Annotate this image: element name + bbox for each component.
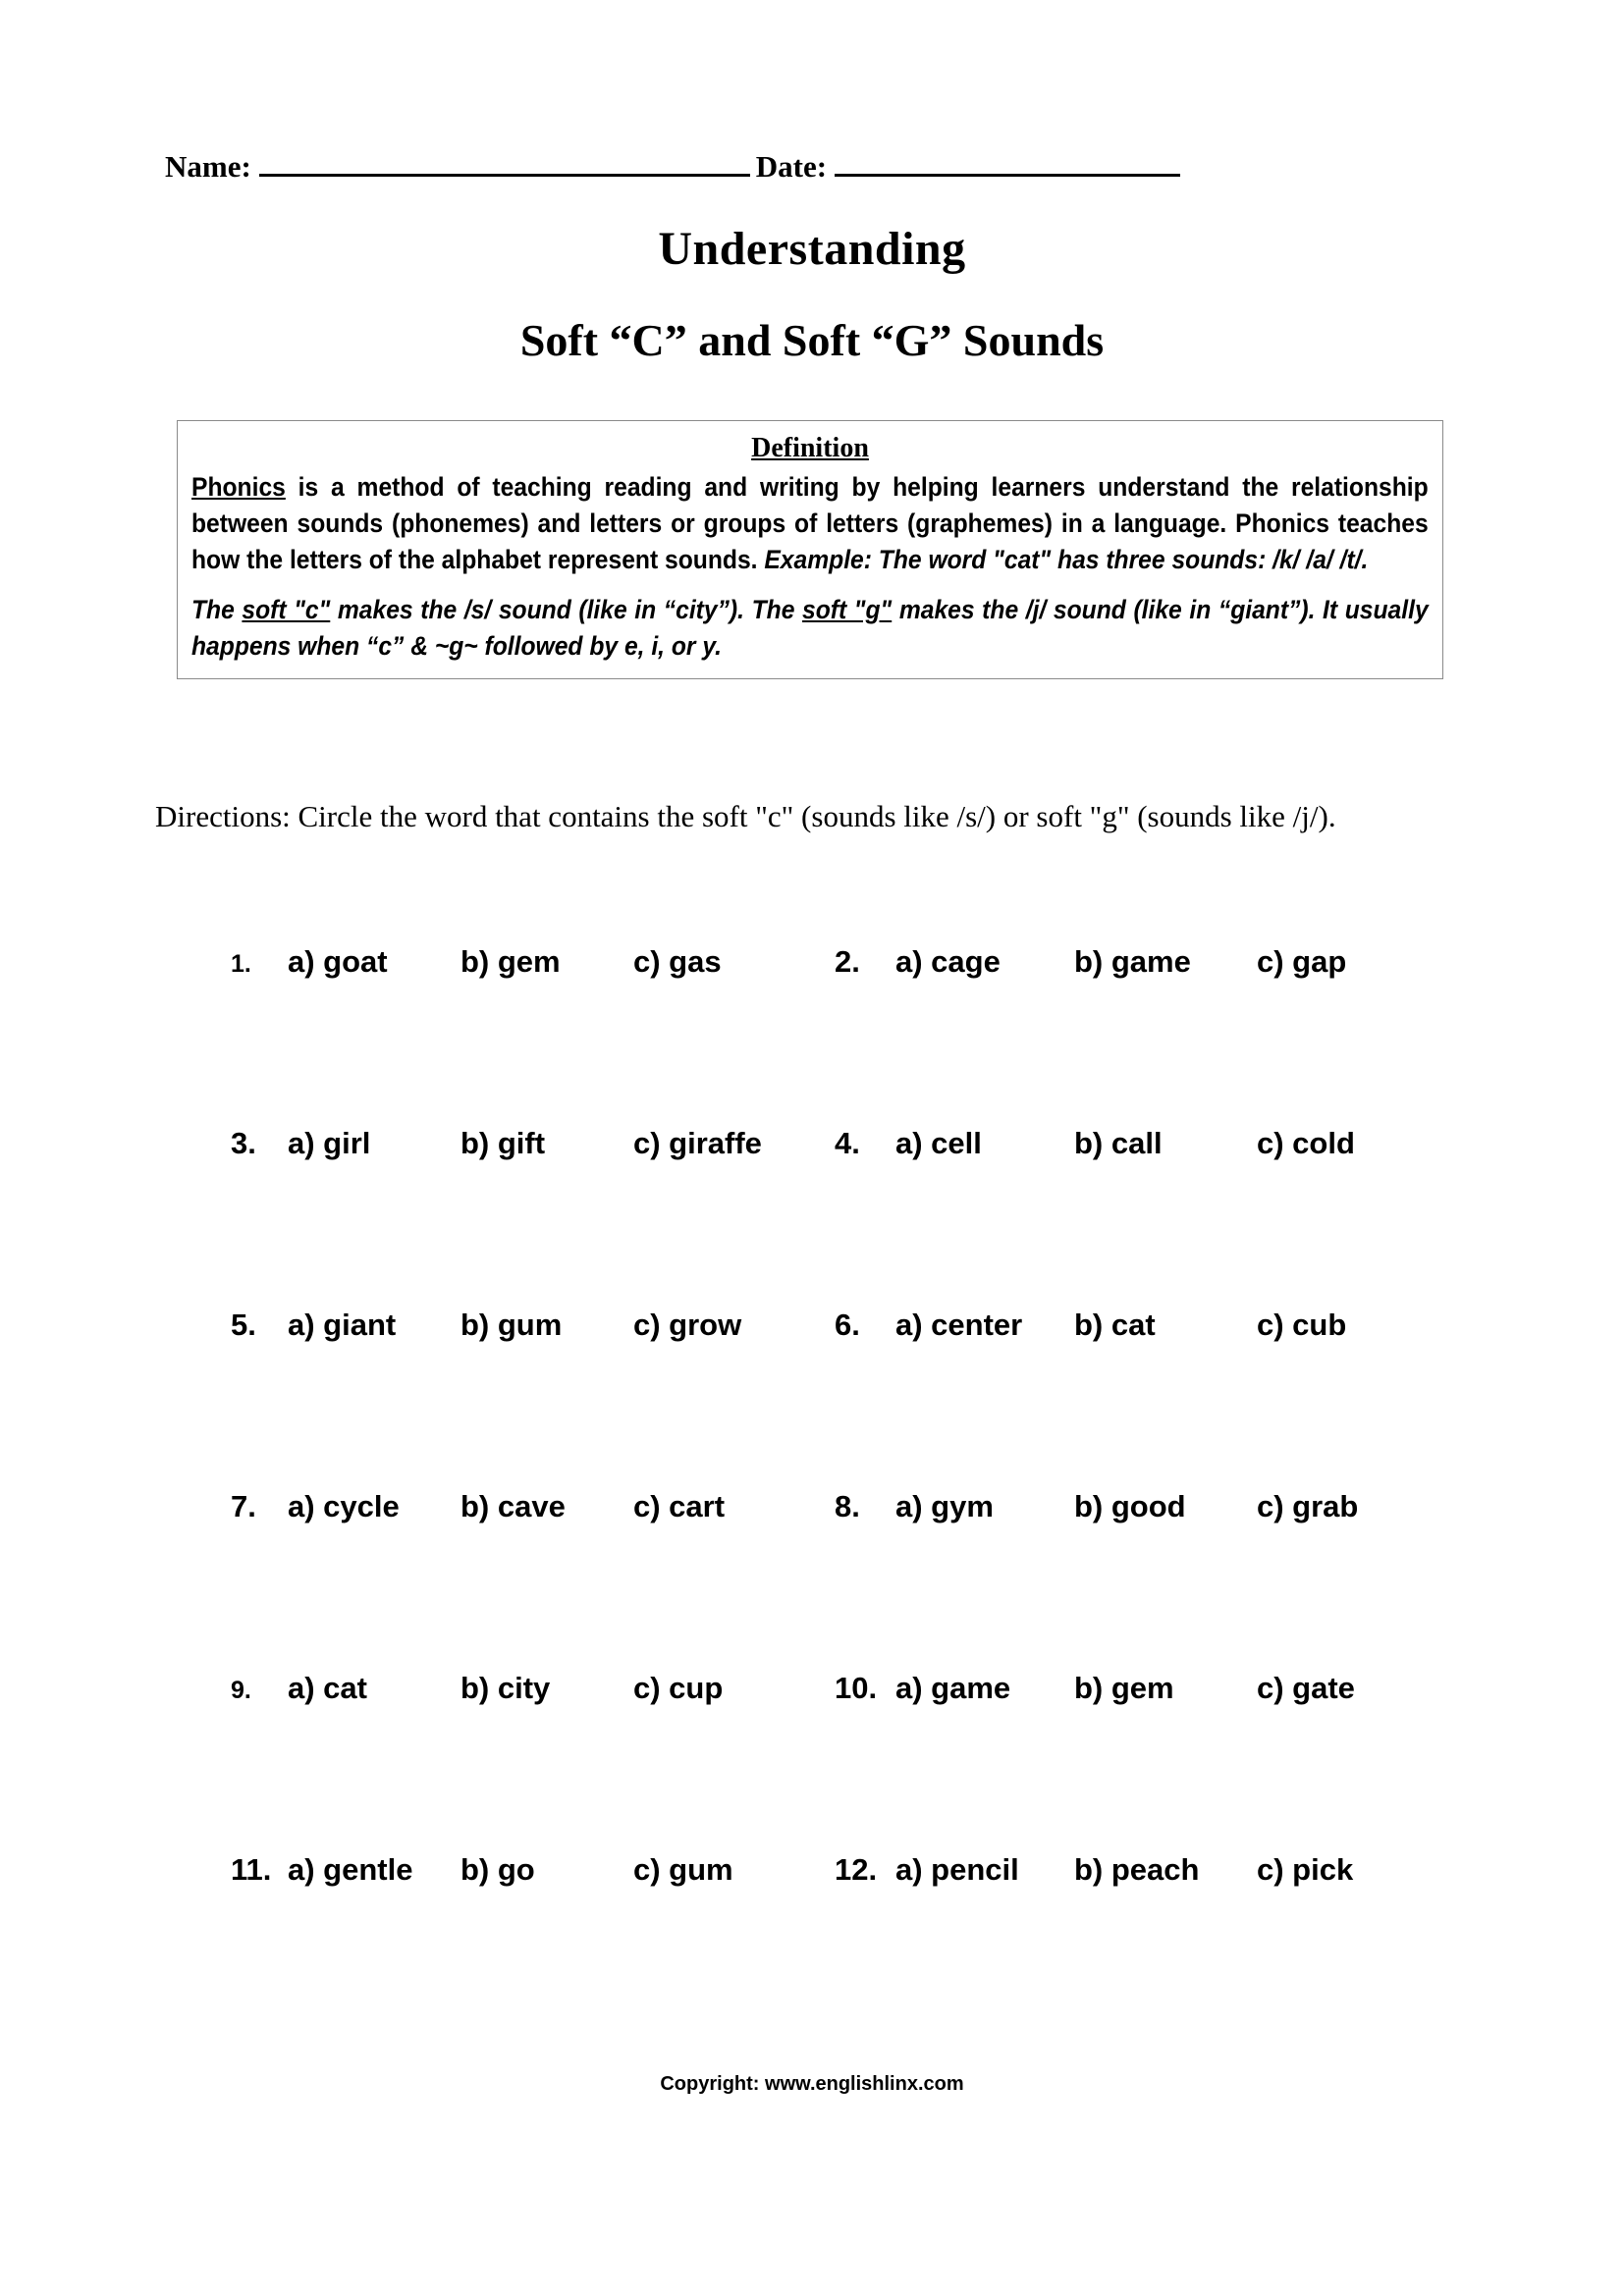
question-item-2: [835, 944, 1438, 980]
question-number: 12.: [835, 1852, 878, 1887]
question-row: [231, 1308, 1438, 1489]
option-a[interactable]: a) cage: [895, 944, 1001, 979]
option-b[interactable]: b) cat: [1074, 1308, 1156, 1342]
question-number: 10.: [835, 1671, 878, 1705]
option-c[interactable]: c) grab: [1257, 1489, 1359, 1523]
question-row: [231, 1126, 1438, 1308]
page-subtitle: Soft “C” and Soft “G” Sounds: [519, 315, 1105, 365]
option-b[interactable]: b) gift: [460, 1126, 546, 1160]
rule-text-1: The: [191, 595, 243, 625]
option-a[interactable]: a) giant: [288, 1308, 397, 1342]
question-row: [231, 1852, 1438, 2034]
question-list: [231, 944, 1438, 2034]
option-c[interactable]: c) pick: [1257, 1852, 1354, 1887]
option-a[interactable]: a) center: [895, 1308, 1023, 1342]
question-item-9: [231, 1671, 835, 1706]
option-c[interactable]: c) cub: [1257, 1308, 1347, 1342]
soft-sounds-rule: [191, 592, 1429, 665]
question-item-11: [231, 1852, 835, 1888]
option-c[interactable]: c) cold: [1257, 1126, 1355, 1160]
option-a[interactable]: a) cycle: [288, 1489, 400, 1523]
date-label: Date:: [755, 149, 828, 184]
option-b[interactable]: b) gum: [460, 1308, 563, 1342]
option-c[interactable]: c) grow: [633, 1308, 742, 1342]
question-row: [231, 944, 1438, 1126]
definition-example: Example: The word "cat" has three sounds: /k/ /a/ /t/.: [764, 545, 1369, 575]
option-c[interactable]: c) cup: [633, 1671, 724, 1705]
option-c[interactable]: c) gum: [633, 1852, 733, 1887]
name-label: Name:: [165, 149, 251, 184]
option-a[interactable]: a) cell: [895, 1126, 982, 1160]
question-item-10: [835, 1671, 1438, 1706]
definition-body-text: is a method of teaching reading and writing by helping learners understand the relationship between sounds (phonemes) and letters or groups of letters (graphemes) in a language. Phonics teaches how the letters of the alphabet represent sounds.: [191, 472, 1429, 575]
name-input-line[interactable]: [259, 174, 750, 177]
question-number: 6.: [835, 1308, 860, 1342]
question-item-7: [231, 1489, 835, 1524]
question-item-3: [231, 1126, 835, 1161]
date-input-line[interactable]: [835, 174, 1180, 177]
question-number: 3.: [231, 1126, 256, 1160]
question-item-12: [835, 1852, 1438, 1888]
option-b[interactable]: b) cave: [460, 1489, 566, 1523]
definition-term: Phonics: [191, 472, 286, 502]
option-b[interactable]: b) gem: [1074, 1671, 1174, 1705]
rule-soft-g: soft "g": [802, 595, 893, 625]
option-a[interactable]: a) game: [895, 1671, 1011, 1705]
option-a[interactable]: a) cat: [288, 1671, 367, 1705]
definition-paragraph: [191, 469, 1429, 578]
question-number: 9.: [231, 1677, 251, 1704]
name-date-row: [165, 149, 1459, 185]
option-b[interactable]: b) go: [460, 1852, 535, 1887]
option-b[interactable]: b) city: [460, 1671, 551, 1705]
option-b[interactable]: b) call: [1074, 1126, 1163, 1160]
option-a[interactable]: a) pencil: [895, 1852, 1019, 1887]
question-row: [231, 1489, 1438, 1671]
question-number: 7.: [231, 1489, 256, 1523]
question-number: 11.: [231, 1852, 272, 1887]
option-b[interactable]: b) gem: [460, 944, 561, 979]
directions-text: Directions: Circle the word that contains the soft "c" (sounds like /s/) or soft "g" (sounds like /j/).: [155, 799, 1336, 833]
option-b[interactable]: b) good: [1074, 1489, 1186, 1523]
option-c[interactable]: c) cart: [633, 1489, 726, 1523]
question-item-5: [231, 1308, 835, 1343]
question-number: 8.: [835, 1489, 860, 1523]
question-number: 4.: [835, 1126, 860, 1160]
question-item-4: [835, 1126, 1438, 1161]
option-c[interactable]: c) gap: [1257, 944, 1347, 979]
definition-box: [177, 420, 1443, 679]
question-item-8: [835, 1489, 1438, 1524]
option-a[interactable]: a) gym: [895, 1489, 994, 1523]
option-a[interactable]: a) girl: [288, 1126, 371, 1160]
option-c[interactable]: c) gate: [1257, 1671, 1355, 1705]
page-title: Understanding: [658, 223, 966, 275]
option-c[interactable]: c) giraffe: [633, 1126, 762, 1160]
question-item-6: [835, 1308, 1438, 1343]
rule-soft-c: soft "c": [242, 595, 331, 625]
option-c[interactable]: c) gas: [633, 944, 722, 979]
definition-heading: Definition: [751, 433, 869, 463]
copyright-footer: Copyright: www.englishlinx.com: [660, 2073, 964, 2095]
rule-text-2: makes the /s/ sound (like in “city”). The: [330, 595, 803, 625]
option-a[interactable]: a) gentle: [288, 1852, 413, 1887]
question-number: 1.: [231, 950, 251, 978]
option-b[interactable]: b) peach: [1074, 1852, 1200, 1887]
question-row: [231, 1671, 1438, 1852]
question-number: 5.: [231, 1308, 256, 1342]
option-a[interactable]: a) goat: [288, 944, 388, 979]
option-b[interactable]: b) game: [1074, 944, 1191, 979]
question-number: 2.: [835, 944, 860, 979]
question-item-1: [231, 944, 835, 980]
rule-text-3: makes the /j/ sound (like in “giant”). It usually happens when “c” & ~g~ followed by e, i, or y.: [191, 595, 1429, 662]
